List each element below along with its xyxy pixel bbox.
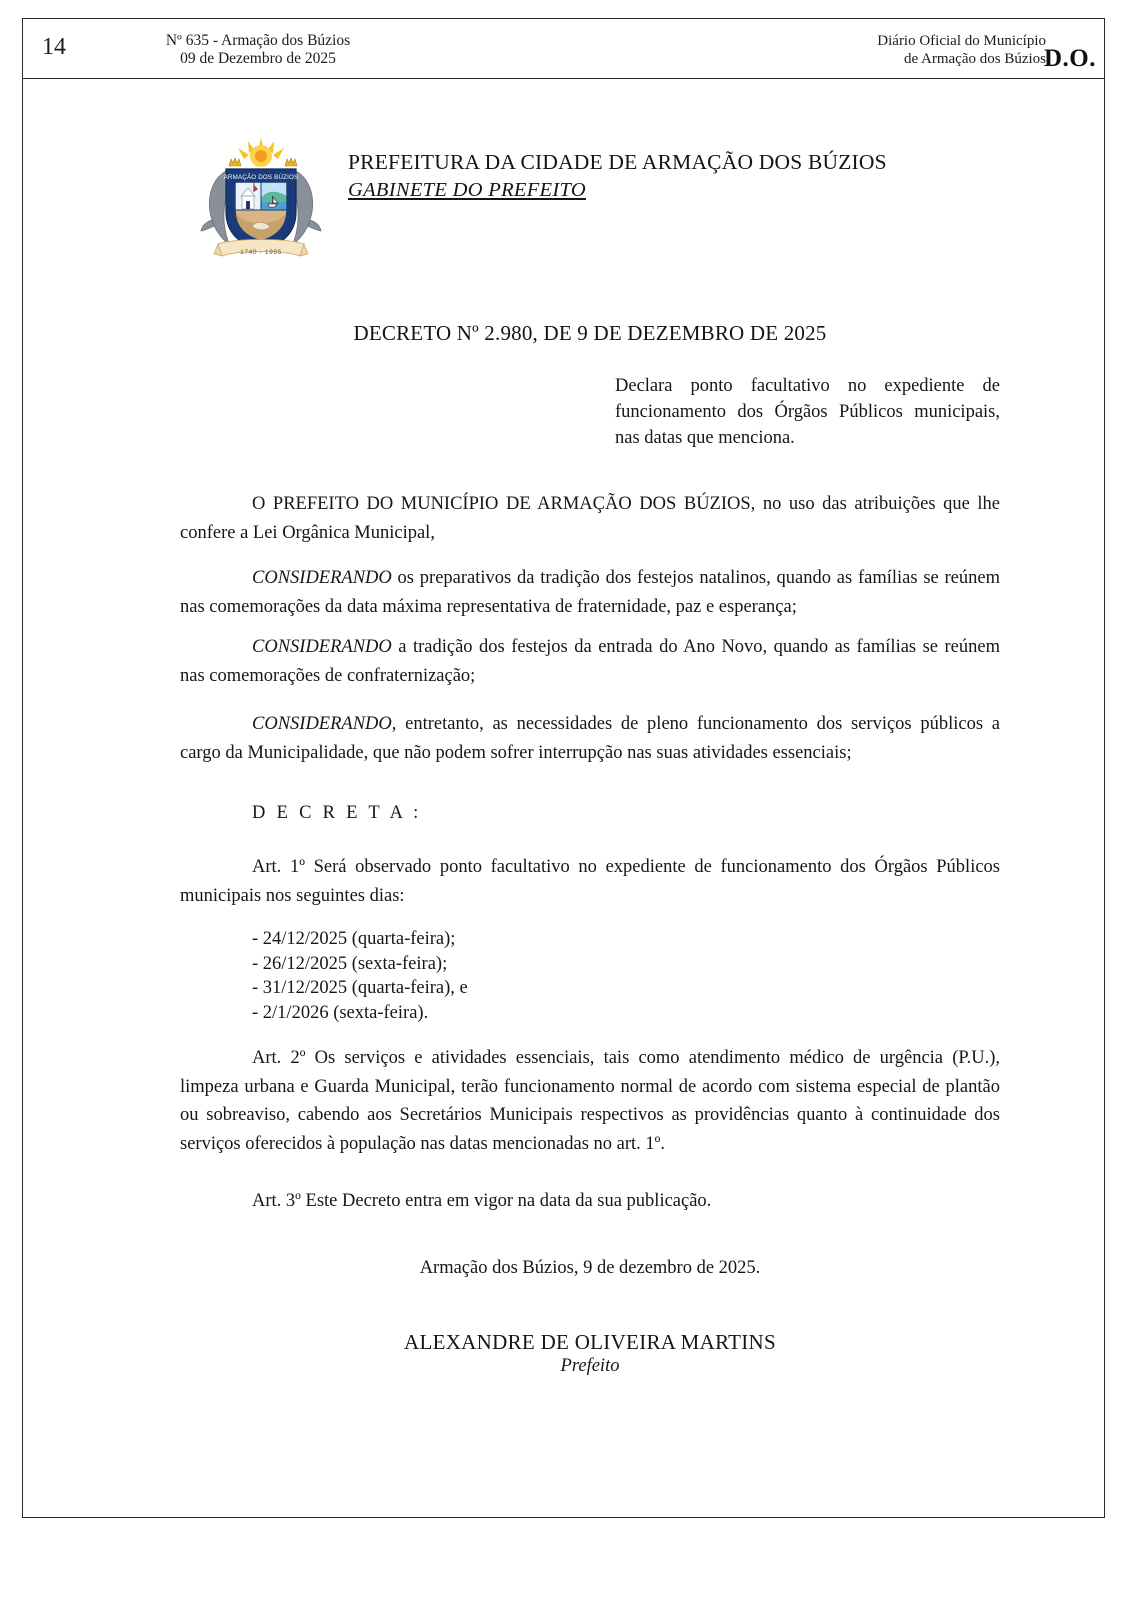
preamble-authority: O PREFEITO DO MUNICÍPIO DE ARMAÇÃO DOS BÚZIOS	[252, 494, 751, 514]
considerando-3-text: , entretanto, as necessidades de pleno funcionamento dos serviços públicos a cargo da Municipalidade, que não podem sofrer interrupção nas suas atividades essenciais;	[180, 714, 1000, 763]
page-number: 14	[42, 34, 66, 60]
signer-role: Prefeito	[560, 1356, 620, 1376]
department-name: GABINETE DO PREFEITO	[348, 179, 586, 201]
svg-text:1740 - 1995: 1740 - 1995	[240, 249, 282, 256]
considerando-1-text: os preparativos da tradição dos festejos natalinos, quando as famílias se reúnem nas comemorações da data máxima representativa de fraternidade, paz e esperança;	[180, 568, 1000, 617]
page-masthead	[23, 19, 1104, 79]
decree-summary: Declara ponto facultativo no expediente de funcionamento dos Órgãos Públicos municipais, nas datas que menciona.	[615, 376, 1000, 448]
considerando-1	[180, 564, 1000, 621]
list-item: - 24/12/2025 (quarta-feira);	[252, 929, 456, 949]
article-1	[180, 853, 1000, 910]
coat-of-arms-icon	[196, 136, 326, 267]
article-3	[180, 1187, 1000, 1216]
considerando-label: CONSIDERANDO	[252, 568, 392, 588]
organization-name: PREFEITURA DA CIDADE DE ARMAÇÃO DOS BÚZIOS	[348, 150, 887, 174]
list-item: - 26/12/2025 (sexta-feira);	[252, 953, 448, 974]
letterhead-titles	[348, 150, 948, 202]
considerando-2-text: a tradição dos festejos da entrada do Ano Novo, quando as famílias se reúnem nas comemorações de confraternização;	[180, 637, 1000, 686]
masthead-publication-line2: de Armação dos Búzios	[903, 51, 1046, 67]
signer-name: ALEXANDRE DE OLIVEIRA MARTINS	[404, 1330, 776, 1354]
signature-block	[180, 1330, 1000, 1377]
svg-text:ARMAÇÃO DOS BÚZIOS: ARMAÇÃO DOS BÚZIOS	[223, 174, 299, 181]
article-1-text: Art. 1º Será observado ponto facultativo no expediente de funcionamento dos Órgãos Públicos municipais nos seguintes dias:	[180, 857, 1000, 906]
masthead-abbreviation: D.O.	[1044, 45, 1096, 72]
masthead-publication-line1: Diário Oficial do Município	[877, 33, 1046, 49]
decreta-heading	[180, 803, 1000, 824]
article-3-text: Art. 3º Este Decreto entra em vigor na data da sua publicação.	[252, 1191, 712, 1211]
considerando-label: CONSIDERANDO	[252, 637, 392, 657]
masthead-publication-name	[877, 32, 1046, 68]
article-2	[180, 1044, 1000, 1158]
preamble-rest: , no uso das atribuições que lhe confere a Lei Orgânica Municipal,	[180, 494, 1000, 543]
masthead-issue-date: 09 de Dezembro de 2025	[180, 50, 336, 67]
list-item: - 2/1/2026 (sexta-feira).	[252, 1002, 429, 1023]
facultative-dates-list	[180, 927, 1000, 1025]
decreta-label: D E C R E T A :	[252, 803, 422, 823]
place-and-date: Armação dos Búzios, 9 de dezembro de 2025.	[419, 1258, 761, 1278]
letterhead	[196, 136, 956, 271]
decree-title: DECRETO Nº 2.980, DE 9 DE DEZEMBRO DE 2025	[353, 321, 827, 345]
masthead-issue-info	[73, 32, 443, 68]
considerando-2	[180, 633, 1000, 690]
considerando-3	[180, 710, 1000, 767]
considerando-label: CONSIDERANDO	[252, 714, 392, 734]
list-item: - 31/12/2025 (quarta-feira), e	[252, 978, 468, 998]
masthead-issue-number: Nº 635 - Armação dos Búzios	[165, 32, 351, 49]
article-2-text: Art. 2º Os serviços e atividades essenciais, tais como atendimento médico de urgência (P.U.), limpeza urbana e Guarda Municipal, terão funcionamento normal de acordo com sistema especial de plantão ou sobreaviso, cabendo aos Secretários Municipais respectivos as providências quanto à continuidade dos serviços oferecidos à população nas datas mencionadas no art. 1º.	[180, 1048, 1000, 1154]
decree-preamble	[180, 490, 1000, 547]
